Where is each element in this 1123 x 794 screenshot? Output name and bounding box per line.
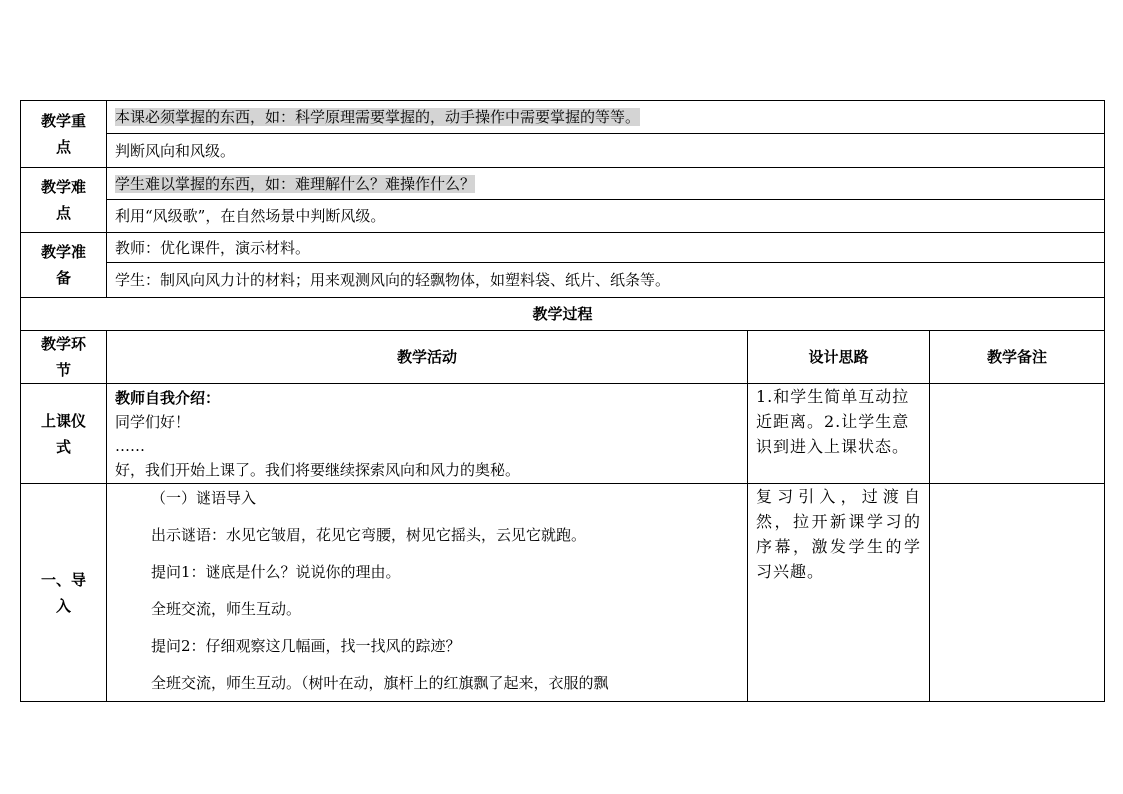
key-points-content-row [21,134,1105,168]
activity-line: 提问1：谜底是什么？说说你的理由。 [151,563,401,581]
intro-stage: 一、导入 [21,484,107,702]
lesson-plan-table [20,100,1105,702]
activity-line: 同学们好！ [115,413,191,431]
key-points-label: 教学重点 [21,101,107,168]
key-points-hint-text: 本课必须掌握的东西，如：科学原理需要掌握的，动手操作中需要掌握的等等。 [115,108,641,126]
preparation-student-row [21,263,1105,298]
difficulties-content-row [21,200,1105,233]
difficulties-hint-text: 学生难以掌握的东西，如：难理解什么？难操作什么？ [115,174,476,193]
header-stage: 教学环节 [21,331,107,384]
difficulties-label: 教学难点 [21,168,107,233]
activity-line: 好，我们开始上课了。我们将要继续探索风向和风力的奥秘。 [115,461,521,479]
process-header-row [21,331,1105,384]
difficulties-content: 利用“风级歌”，在自然场景中判断风级。 [107,200,1105,233]
process-title: 教学过程 [21,298,1105,331]
ceremony-stage: 上课仪式 [21,384,107,484]
process-row-intro [21,484,1105,702]
activity-line: 全班交流，师生互动。 [151,600,302,618]
intro-design: 复习引入，过渡自然，拉开新课学习的序幕，激发学生的学习兴趣。 [748,484,930,702]
difficulties-hint [107,168,1105,200]
activity-line: （一）谜语导入 [151,489,257,507]
key-points-hint [107,101,1105,134]
process-row-ceremony [21,384,1105,484]
activity-line: 教师自我介绍： [115,389,221,407]
activity-line: 提问2：仔细观察这几幅画，找一找风的踪迹？ [151,637,461,655]
preparation-label: 教学准备 [21,233,107,298]
key-points-content: 判断风向和风级。 [107,134,1105,168]
key-points-hint-row [21,101,1105,134]
activity-line: 出示谜语：水见它皱眉，花见它弯腰，树见它摇头，云见它就跑。 [151,526,587,544]
header-design: 设计思路 [748,331,930,384]
header-activity: 教学活动 [107,331,748,384]
ceremony-design: 1.和学生简单互动拉近距离。2.让学生意识到进入上课状态。 [748,384,930,484]
difficulties-hint-row [21,168,1105,200]
intro-activity [107,484,748,702]
ceremony-activity [107,384,748,484]
preparation-teacher-row [21,233,1105,263]
process-title-row [21,298,1105,331]
preparation-teacher: 教师：优化课件，演示材料。 [107,233,1105,263]
intro-notes [930,484,1105,702]
activity-line: 全班交流，师生互动。（树叶在动，旗杆上的红旗飘了起来，衣服的飘 [151,674,609,692]
activity-line: …… [115,437,145,455]
preparation-student: 学生：制风向风力计的材料；用来观测风向的轻飘物体，如塑料袋、纸片、纸条等。 [107,263,1105,298]
ceremony-notes [930,384,1105,484]
header-notes: 教学备注 [930,331,1105,384]
